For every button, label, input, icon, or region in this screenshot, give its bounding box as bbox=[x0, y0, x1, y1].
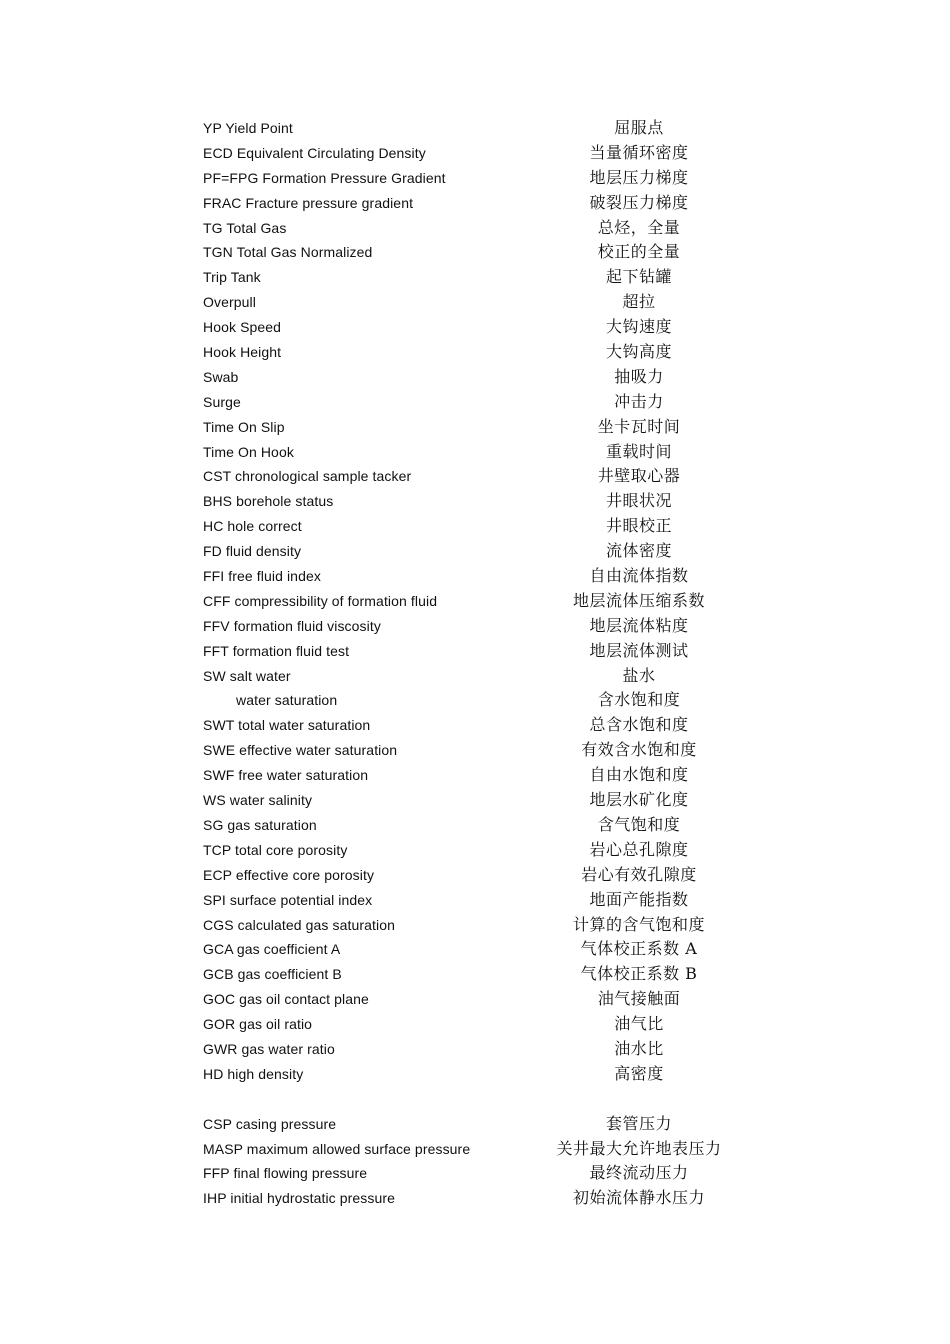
chinese-term: 当量循环密度 bbox=[589, 142, 689, 162]
english-term: water saturation bbox=[236, 692, 338, 709]
english-term: SWF free water saturation bbox=[203, 767, 369, 784]
glossary-row bbox=[203, 913, 763, 938]
chinese-term: 冲击力 bbox=[614, 391, 664, 411]
english-term: WS water salinity bbox=[203, 792, 313, 809]
chinese-term: 自由流体指数 bbox=[589, 566, 689, 586]
glossary-row bbox=[203, 937, 763, 962]
glossary-row bbox=[203, 216, 763, 241]
chinese-term: 地层流体测试 bbox=[589, 640, 689, 660]
glossary-row bbox=[203, 141, 763, 166]
english-term: SWT total water saturation bbox=[203, 717, 371, 734]
chinese-term: 油水比 bbox=[614, 1038, 664, 1058]
glossary-row bbox=[203, 1161, 763, 1186]
glossary-row bbox=[203, 1012, 763, 1037]
english-term: FFT formation fluid test bbox=[203, 642, 350, 659]
chinese-term: 初始流体静水压力 bbox=[572, 1188, 706, 1208]
english-term: GCA gas coefficient A bbox=[203, 941, 341, 958]
glossary-row bbox=[203, 738, 763, 763]
glossary-row bbox=[203, 290, 763, 315]
glossary-row bbox=[203, 1137, 763, 1162]
chinese-term: 岩心总孔隙度 bbox=[589, 839, 689, 859]
glossary-row bbox=[203, 763, 763, 788]
english-term: Swab bbox=[203, 368, 239, 385]
english-term: Hook Speed bbox=[203, 319, 282, 336]
chinese-term: 地面产能指数 bbox=[589, 889, 689, 909]
chinese-term: 地层压力梯度 bbox=[589, 167, 689, 187]
chinese-term: 破裂压力梯度 bbox=[589, 192, 689, 212]
chinese-term: 抽吸力 bbox=[614, 366, 664, 386]
glossary-row bbox=[203, 962, 763, 987]
english-term: TGN Total Gas Normalized bbox=[203, 244, 373, 261]
chinese-term: 气体校正系数 B bbox=[580, 964, 698, 984]
chinese-term: 井眼校正 bbox=[605, 516, 673, 536]
chinese-term: 地层水矿化度 bbox=[589, 790, 689, 810]
english-term: IHP initial hydrostatic pressure bbox=[203, 1190, 396, 1207]
english-term: HC hole correct bbox=[203, 518, 302, 535]
chinese-term: 大钩速度 bbox=[605, 317, 673, 337]
english-term: CFF compressibility of formation fluid bbox=[203, 592, 438, 609]
english-term: SG gas saturation bbox=[203, 816, 317, 833]
english-term: Time On Slip bbox=[203, 418, 285, 435]
english-term: FFP final flowing pressure bbox=[203, 1165, 368, 1182]
glossary-row bbox=[203, 614, 763, 639]
english-term: FRAC Fracture pressure gradient bbox=[203, 194, 414, 211]
english-term: FD fluid density bbox=[203, 543, 302, 560]
glossary-row bbox=[203, 514, 763, 539]
glossary-row bbox=[203, 166, 763, 191]
glossary-list bbox=[203, 116, 763, 1211]
english-term: Trip Tank bbox=[203, 269, 261, 286]
glossary-row bbox=[203, 564, 763, 589]
glossary-row bbox=[203, 589, 763, 614]
english-term: SPI surface potential index bbox=[203, 891, 373, 908]
chinese-term: 最终流动压力 bbox=[589, 1163, 689, 1183]
chinese-term: 起下钻罐 bbox=[605, 267, 673, 287]
english-term: MASP maximum allowed surface pressure bbox=[203, 1140, 471, 1157]
glossary-row bbox=[203, 863, 763, 888]
glossary-row bbox=[203, 539, 763, 564]
english-term: ECD Equivalent Circulating Density bbox=[203, 144, 426, 161]
glossary-row bbox=[203, 390, 763, 415]
glossary-row bbox=[203, 688, 763, 713]
english-term: CSP casing pressure bbox=[203, 1115, 337, 1132]
chinese-term: 自由水饱和度 bbox=[589, 765, 689, 785]
english-term: GWR gas water ratio bbox=[203, 1040, 335, 1057]
glossary-row bbox=[203, 440, 763, 465]
glossary-row bbox=[203, 713, 763, 738]
glossary-row bbox=[203, 888, 763, 913]
glossary-row bbox=[203, 116, 763, 141]
english-term: FFV formation fluid viscosity bbox=[203, 617, 381, 634]
glossary-row bbox=[203, 1186, 763, 1211]
english-term: SW salt water bbox=[203, 667, 291, 684]
glossary-row bbox=[203, 315, 763, 340]
glossary-row bbox=[203, 1112, 763, 1137]
chinese-term: 流体密度 bbox=[605, 541, 673, 561]
english-term: CST chronological sample tacker bbox=[203, 468, 412, 485]
chinese-term: 计算的含气饱和度 bbox=[572, 914, 706, 934]
glossary-row bbox=[203, 639, 763, 664]
chinese-term: 地层流体压缩系数 bbox=[572, 590, 706, 610]
chinese-term: 岩心有效孔隙度 bbox=[581, 864, 697, 884]
english-term: GOR gas oil ratio bbox=[203, 1016, 313, 1033]
english-term: Surge bbox=[203, 393, 241, 410]
glossary-row bbox=[203, 240, 763, 265]
chinese-term: 校正的全量 bbox=[597, 242, 681, 262]
chinese-term: 屈服点 bbox=[614, 118, 664, 137]
glossary-row bbox=[203, 1037, 763, 1062]
english-term: Time On Hook bbox=[203, 443, 294, 460]
chinese-term: 气体校正系数 A bbox=[580, 939, 698, 959]
english-term: TG Total Gas bbox=[203, 219, 287, 236]
english-term: BHS borehole status bbox=[203, 493, 334, 510]
glossary-row bbox=[203, 415, 763, 440]
chinese-term: 总烃，全量 bbox=[597, 217, 681, 237]
glossary-row bbox=[203, 664, 763, 689]
glossary-row bbox=[203, 265, 763, 290]
glossary-row bbox=[203, 838, 763, 863]
chinese-term: 套管压力 bbox=[605, 1113, 673, 1133]
chinese-term: 油气比 bbox=[614, 1014, 664, 1034]
english-term: SWE effective water saturation bbox=[203, 742, 398, 759]
english-term: Overpull bbox=[203, 294, 256, 311]
chinese-term: 重载时间 bbox=[605, 441, 673, 461]
chinese-term: 总含水饱和度 bbox=[589, 715, 689, 735]
chinese-term: 有效含水饱和度 bbox=[581, 740, 697, 760]
chinese-term: 地层流体粘度 bbox=[589, 615, 689, 635]
section-gap bbox=[203, 1087, 763, 1112]
english-term: GCB gas coefficient B bbox=[203, 966, 342, 983]
glossary-row bbox=[203, 813, 763, 838]
chinese-term: 盐水 bbox=[622, 665, 656, 685]
english-term: CGS calculated gas saturation bbox=[203, 916, 396, 933]
glossary-row bbox=[203, 365, 763, 390]
glossary-row bbox=[203, 489, 763, 514]
chinese-term: 超拉 bbox=[622, 292, 656, 312]
glossary-row bbox=[203, 987, 763, 1012]
chinese-term: 高密度 bbox=[614, 1063, 664, 1083]
glossary-row bbox=[203, 788, 763, 813]
english-term: ECP effective core porosity bbox=[203, 866, 375, 883]
glossary-row bbox=[203, 464, 763, 489]
chinese-term: 井眼状况 bbox=[605, 491, 673, 511]
english-term: HD high density bbox=[203, 1065, 304, 1082]
glossary-row bbox=[203, 1062, 763, 1087]
chinese-term: 含气饱和度 bbox=[597, 814, 681, 834]
english-term: YP Yield Point bbox=[203, 120, 293, 136]
english-term: FFI free fluid index bbox=[203, 568, 321, 585]
glossary-row bbox=[203, 191, 763, 216]
english-term: PF=FPG Formation Pressure Gradient bbox=[203, 169, 446, 186]
chinese-term: 油气接触面 bbox=[597, 989, 681, 1009]
chinese-term: 大钩高度 bbox=[605, 342, 673, 362]
chinese-term: 坐卡瓦时间 bbox=[597, 416, 681, 436]
chinese-term: 井壁取心器 bbox=[597, 466, 681, 486]
english-term: TCP total core porosity bbox=[203, 841, 348, 858]
english-term: GOC gas oil contact plane bbox=[203, 991, 369, 1008]
chinese-term: 含水饱和度 bbox=[597, 690, 681, 710]
english-term: Hook Height bbox=[203, 344, 282, 361]
chinese-term: 关井最大允许地表压力 bbox=[556, 1138, 722, 1158]
glossary-row bbox=[203, 340, 763, 365]
